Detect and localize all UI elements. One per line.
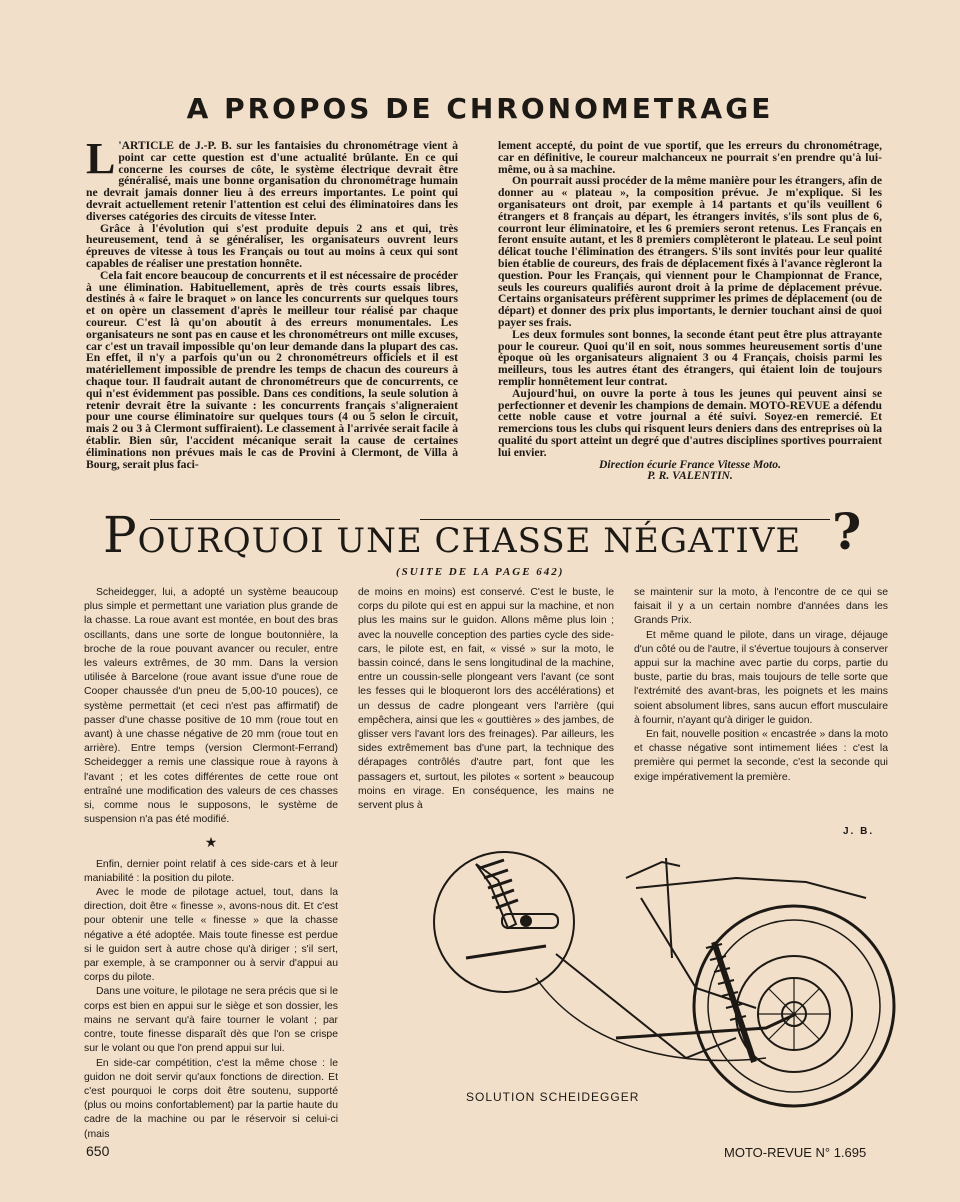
title-question-mark: ? xyxy=(832,502,862,561)
article-title-chronometrage: A PROPOS DE CHRONOMETRAGE xyxy=(186,92,774,125)
article2-paragraph: Scheidegger, lui, a adopté un système beaucoup plus simple et permettant une variation plus grande de la chasse. La roue avant est montée, en bout des bras oscillants, dans une sorte de longue boutonnière, la broche de la roue pouvant avancer ou reculer, entre les valeurs extrêmes, de 30 mm. Dans la version utilisée à Barcelone (roue avant issue d'une roue de Cooper chaussée d'un pneu de 5,00-10 pouces), ce système permettait (et ceci n'est pas affirmatif) de passer d'une chasse positive de 10 mm (roue tout en avant) à une chasse négative de 20 mm (roue tout en arrière). Entre temps (version Clermont-Ferrand) Scheidegger a remis une classique roue à rayons à l'avant ; et les cotes différentes de cette roue ont entraîné une modification des valeurs de ces chasses si, comme nous le supposons, le système de suspension n'a pas été modifié. xyxy=(84,587,338,826)
article2-column-1 xyxy=(84,586,338,1140)
article1-paragraph: Les deux formules sont bonnes, la seconde étant peut être plus attrayante pour le coureur. Quoi qu'il en soit, nous sommes heureusement sortis d'une époque où les organisateurs alignaient 3 ou 4 Français, choisis parmi les meilleurs, tous les autres étant des étrangers, qui étaient loin de toujours remplir honnêtement leur contrat. xyxy=(498,327,882,388)
article-title-chasse-negative xyxy=(103,506,801,564)
article2-column-2 xyxy=(358,586,614,812)
article2-paragraph: En side-car compétition, c'est la même chose : le guidon ne doit servir qu'aux fonctions de direction. Et c'est pourquoi le corps doit être soutenu, supporté (plus ou moins confortablement) par la partie haute du cadre de la machine ou par le réservoir si celui-ci (mais xyxy=(84,1057,338,1140)
article1-paragraph: Cela fait encore beaucoup de concurrents et il est nécessaire de procéder à une élimination. Habituellement, après de très courts essais libres, destinés à « faire le braquet » on lance les concurrents sur quelques tours et on opère un classement d'après le meilleur tour réalisé par chaque coureur. C'est là qu'on aboutit à des erreurs monumentales. Les organisateurs ne sont pas en cause et les chronométreurs ont mille excuses, car c'est un travail impossible qu'on leur demande dans la plupart des cas. En effet, il n'y a parfois qu'un ou 2 chronométreurs officiels et il est matériellement impossible de prendre les temps de chacun des coureurs à chaque tour. Il faudrait autant de chronométreurs que de concurrents, ce qui n'est évidemment pas possible. Dans ces conditions, la seule solution à retenir devrait être la suivante : les concurrents français s'aligneraient pour une course éliminatoire sur quelques tours (4 ou 5 selon le circuit, mais 2 ou 3 à Clermont suffiraient). Le classement à l'arrivée serait facile à établir. Bien sûr, l'accident mécanique serait la cause de certaines éliminations non prévues mais le cas de Provini à Clermont, de Villa à Bourg, serait plus faci- xyxy=(86,268,458,471)
magazine-issue: MOTO-REVUE N° 1.695 xyxy=(724,1145,867,1160)
author-initials: J. B. xyxy=(843,826,875,837)
scheidegger-illustration xyxy=(436,838,906,1118)
signature-name: P. R. VALENTIN. xyxy=(647,469,733,483)
section-star: ★ xyxy=(204,834,218,851)
article1-paragraph: On pourrait aussi procéder de la même manière pour les étrangers, afin de donner au « plateau », la composition prévue. Je m'explique. Si les organisateurs ont droit, par exemple à 14 partants et qu'ils veuillent 6 étrangers et 8 français au départ, les étrangers invités, s'ils sont plus de 6, courront leur éliminatoire, et les 6 premiers seront retenus. Les Français en feront ensuite autant, et les 8 premiers complèteront le plateau. Le seul point délicat touche l'élimination des étrangers. S'ils sont invités pour leur qualité bien établie de coureurs, des frais de déplacement fixés à l'avance règleront la question. Pour les Français, qui viennent pour le Championnat de France, seuls les coureurs qualifiés auront droit à la prime de déplacement prévue. Certains organisateurs préfèrent supprimer les primes de déplacement (ou de départ) et donner des prix plus importants, le dernier touchant ainsi de quoi payer ses frais. xyxy=(498,174,882,329)
article2-paragraph: En fait, nouvelle position « encastrée » dans la moto et chasse négative sont intimement liées : c'est la première qui permet la seconde, c'est la seconde qui exige impérativement la première. xyxy=(634,729,888,783)
article2-paragraph: Avec le mode de pilotage actuel, tout, dans la direction, doit être « finesse », avons-nous dit. Et c'est pour obtenir une telle « finesse » que la chasse négative a été adoptée. Mais toute finesse est perdue si le guidon sert à autre chose qu'à diriger ; s'il sert, par exemple, à se cramponner ou à servir d'appui au corps du pilote. xyxy=(84,887,338,984)
title-text: OURQUOI UNE CHASSE NÉGATIVE xyxy=(137,521,802,561)
illustration-caption: SOLUTION SCHEIDEGGER xyxy=(466,1090,640,1104)
article2-paragraph: Et même quand le pilote, dans un virage, déjauge d'un côté ou de l'autre, il s'évertue toujours à conserver appui sur la machine avec partie du corps, partie du buste, partie du bras, mais toujours de telle sorte que l'extrémité des avant-bras, les poignets et les mains soient absolument libres, sans aucun effort musculaire à fournir, n'ayant qu'à diriger le guidon. xyxy=(634,629,888,726)
article1-paragraph: Aujourd'hui, on ouvre la porte à tous les jeunes qui peuvent ainsi se perfectionner et devenir les champions de demain. MOTO-REVUE a défendu cette noble cause et votre journal a été suivi. Soyez-en remercié. Et remercions tous les clubs qui risquent leurs deniers dans des entreprises où la qualité du sport atteint un degré que d'autres disciplines sportives pourraient lui envier. xyxy=(498,386,882,459)
article1-paragraph: lement accepté, du point de vue sportif, que les erreurs du chronométrage, car en définitive, le coureur malchanceux ne pourrait s'en prendre qu'à lui-même, ou à sa machine. xyxy=(498,139,882,176)
article2-paragraph: Dans une voiture, le pilotage ne sera précis que si le corps est bien en appui sur le siège et son dossier, les mains ne servant qu'à faire tourner le volant ; par contre, toute finesse disparaît dès que l'on se crispe sur le volant ou que l'on prend appui sur lui. xyxy=(84,986,338,1055)
article1-paragraph: Grâce à l'évolution qui s'est produite depuis 2 ans et qui, très heureusement, tend à se généraliser, les organisateurs ouvrent leurs épreuves de vitesse à tous les Français ou tout au moins à ceux qui sont capables de réaliser une prestation honnête. xyxy=(86,221,458,270)
article-subtitle: (SUITE DE LA PAGE 642) xyxy=(396,566,565,578)
detail-circle xyxy=(434,852,574,992)
article2-paragraph: Enfin, dernier point relatif à ces side-cars et à leur maniabilité : la position du pilote. xyxy=(84,858,338,884)
article1-paragraph: L 'ARTICLE de J.-P. B. sur les fantaisies du chronométrage vient à point car cette question est d'une actualité brûlante. En ce qui concerne les courses de côte, le système électrique devrait être généralisé, mais une bonne organisation du chronométrage humain ne devrait jamais donner lieu à des erreurs importantes. Le point qui devrait actuellement retenir l'attention est celui des éliminatoires dans les diverses catégories des circuits de vitesse Inter. xyxy=(86,134,458,223)
article2-paragraph: se maintenir sur la moto, à l'encontre de ce qui se faisait il y a un certain nombre d'années dans les Grands Prix. xyxy=(634,587,888,627)
page-number: 650 xyxy=(86,1143,110,1159)
article2-paragraph: de moins en moins) est conservé. C'est le buste, le corps du pilote qui est en appui sur la machine, et non plus les mains sur le guidon. Allons même plus loin ; avec la nouvelle conception des parties cycle des side-cars, le pilote est, en fait, « vissé » sur la moto, le bassin coincé, dans le sens longitudinal de la machine, entre un coussin-selle plongeant vers l'avant (ce sont les fesses qui le bloqueront lors des accélérations) et un dessus de cadre plongeant vers l'arrière (qui empêchera, ainsi que les « gouttières » des jambes, de glisser vers l'avant lors des freinages). Par ailleurs, les sides extrêmement bas d'une part, la technique des dérapages contrôlés d'autre part, font que les passagers et, surtout, les pilotes « sortent » beaucoup moins en virage. En conséquence, les mains ne servent plus à xyxy=(358,587,614,812)
signature-line: Direction écurie France Vitesse Moto. xyxy=(599,457,781,471)
article2-column-3 xyxy=(634,586,888,812)
article1-right-column xyxy=(498,140,882,502)
article1-left-column xyxy=(86,134,458,500)
drop-cap: L xyxy=(86,134,116,183)
title-initial: P xyxy=(103,506,138,564)
